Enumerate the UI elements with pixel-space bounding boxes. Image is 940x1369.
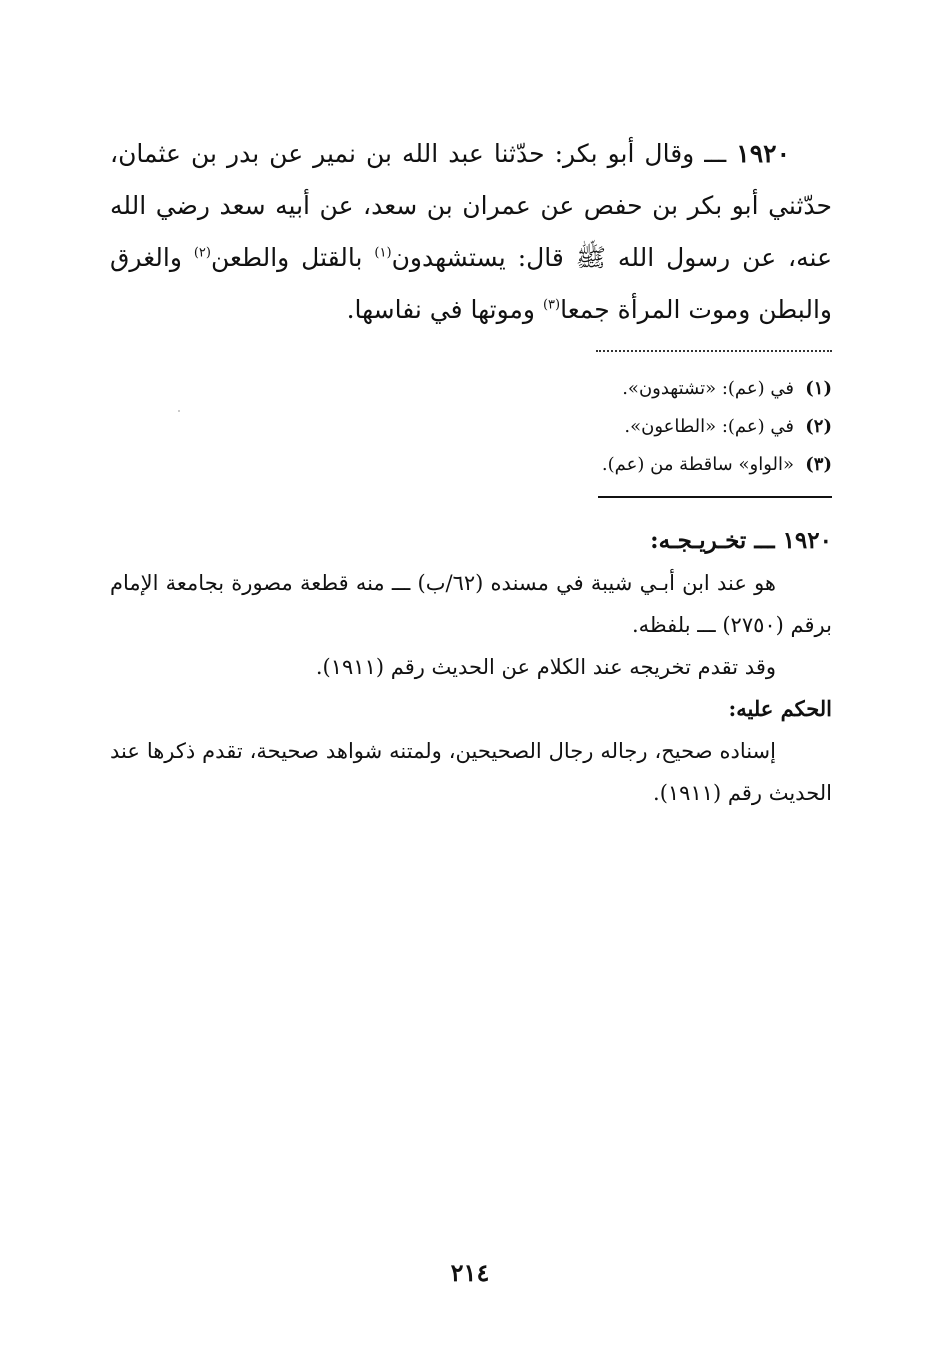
footnote-ref-2: (٢) — [193, 245, 211, 261]
footnote-separator — [596, 350, 832, 356]
hadith-part-4: وموتها في نفاسها. — [346, 295, 543, 324]
footnote-3 — [420, 446, 832, 484]
hadith-part-1: وقال أبو بكر: حدّثنا عبد الله بن نمير عن بدر بن عثمان، حدّثني أبو بكر بن حفص عن عمران بن سعد، عن أبيه سعد رضي الله عنه، عن رسول الله ﷺ قال: يستشهدون — [110, 139, 832, 272]
ruling-text: إسناده صحيح، رجاله رجال الصحيحين، ولمتنه شواهد صحيحة، تقدم ذكرها عند الحديث رقم (١٩١١). — [110, 739, 832, 805]
hadith-part-2: بالقتل والطعن — [210, 243, 375, 272]
ruling-heading: الحكم عليه: — [728, 696, 832, 721]
footnote-text: في (عم): «تشتهدون». — [622, 378, 794, 399]
footnote-number: (١) — [805, 378, 832, 399]
footnote-text: في (عم): «الطاعون». — [624, 416, 794, 437]
hadith-dash: ـــ — [704, 139, 727, 168]
footnote-ref-1: (١) — [374, 245, 392, 261]
takhrij-paragraph-1: هو عند ابن أبـي شيبة في مسنده (٦٢/ب) ـــ منه قطعة مصورة بجامعة الإمام برقم (٢٧٥٠) ـــ بلفظه. — [110, 571, 832, 637]
takhrij-heading-dash: ـــ — [754, 527, 775, 554]
footnote-number: (٢) — [805, 416, 832, 437]
takhrij-heading — [110, 520, 832, 562]
hadith-part-3: والغرق والبطن وموت المرأة جمعا — [110, 243, 832, 324]
takhrij-section — [110, 520, 832, 814]
takhrij-paragraph-2: وقد تقدم تخريجه عند الكلام عن الحديث رقم (١٩١١). — [315, 655, 776, 679]
footnote-ref-3: (٣) — [542, 297, 561, 313]
hadith-text — [110, 128, 832, 336]
footnotes-list — [420, 370, 832, 484]
footnote-text: «الواو» ساقطة من (عم). — [601, 454, 794, 475]
section-rule — [598, 496, 832, 498]
takhrij-heading-title: تخـريـجـه: — [650, 527, 747, 554]
scan-speck — [178, 410, 180, 412]
takhrij-heading-number: ١٩٢٠ — [782, 527, 832, 554]
footnote-2 — [420, 408, 832, 446]
hadith-number: ١٩٢٠ — [736, 139, 790, 168]
footnote-number: (٣) — [805, 454, 832, 475]
page-number: ٢١٤ — [450, 1258, 490, 1287]
footnote-1 — [420, 370, 832, 408]
